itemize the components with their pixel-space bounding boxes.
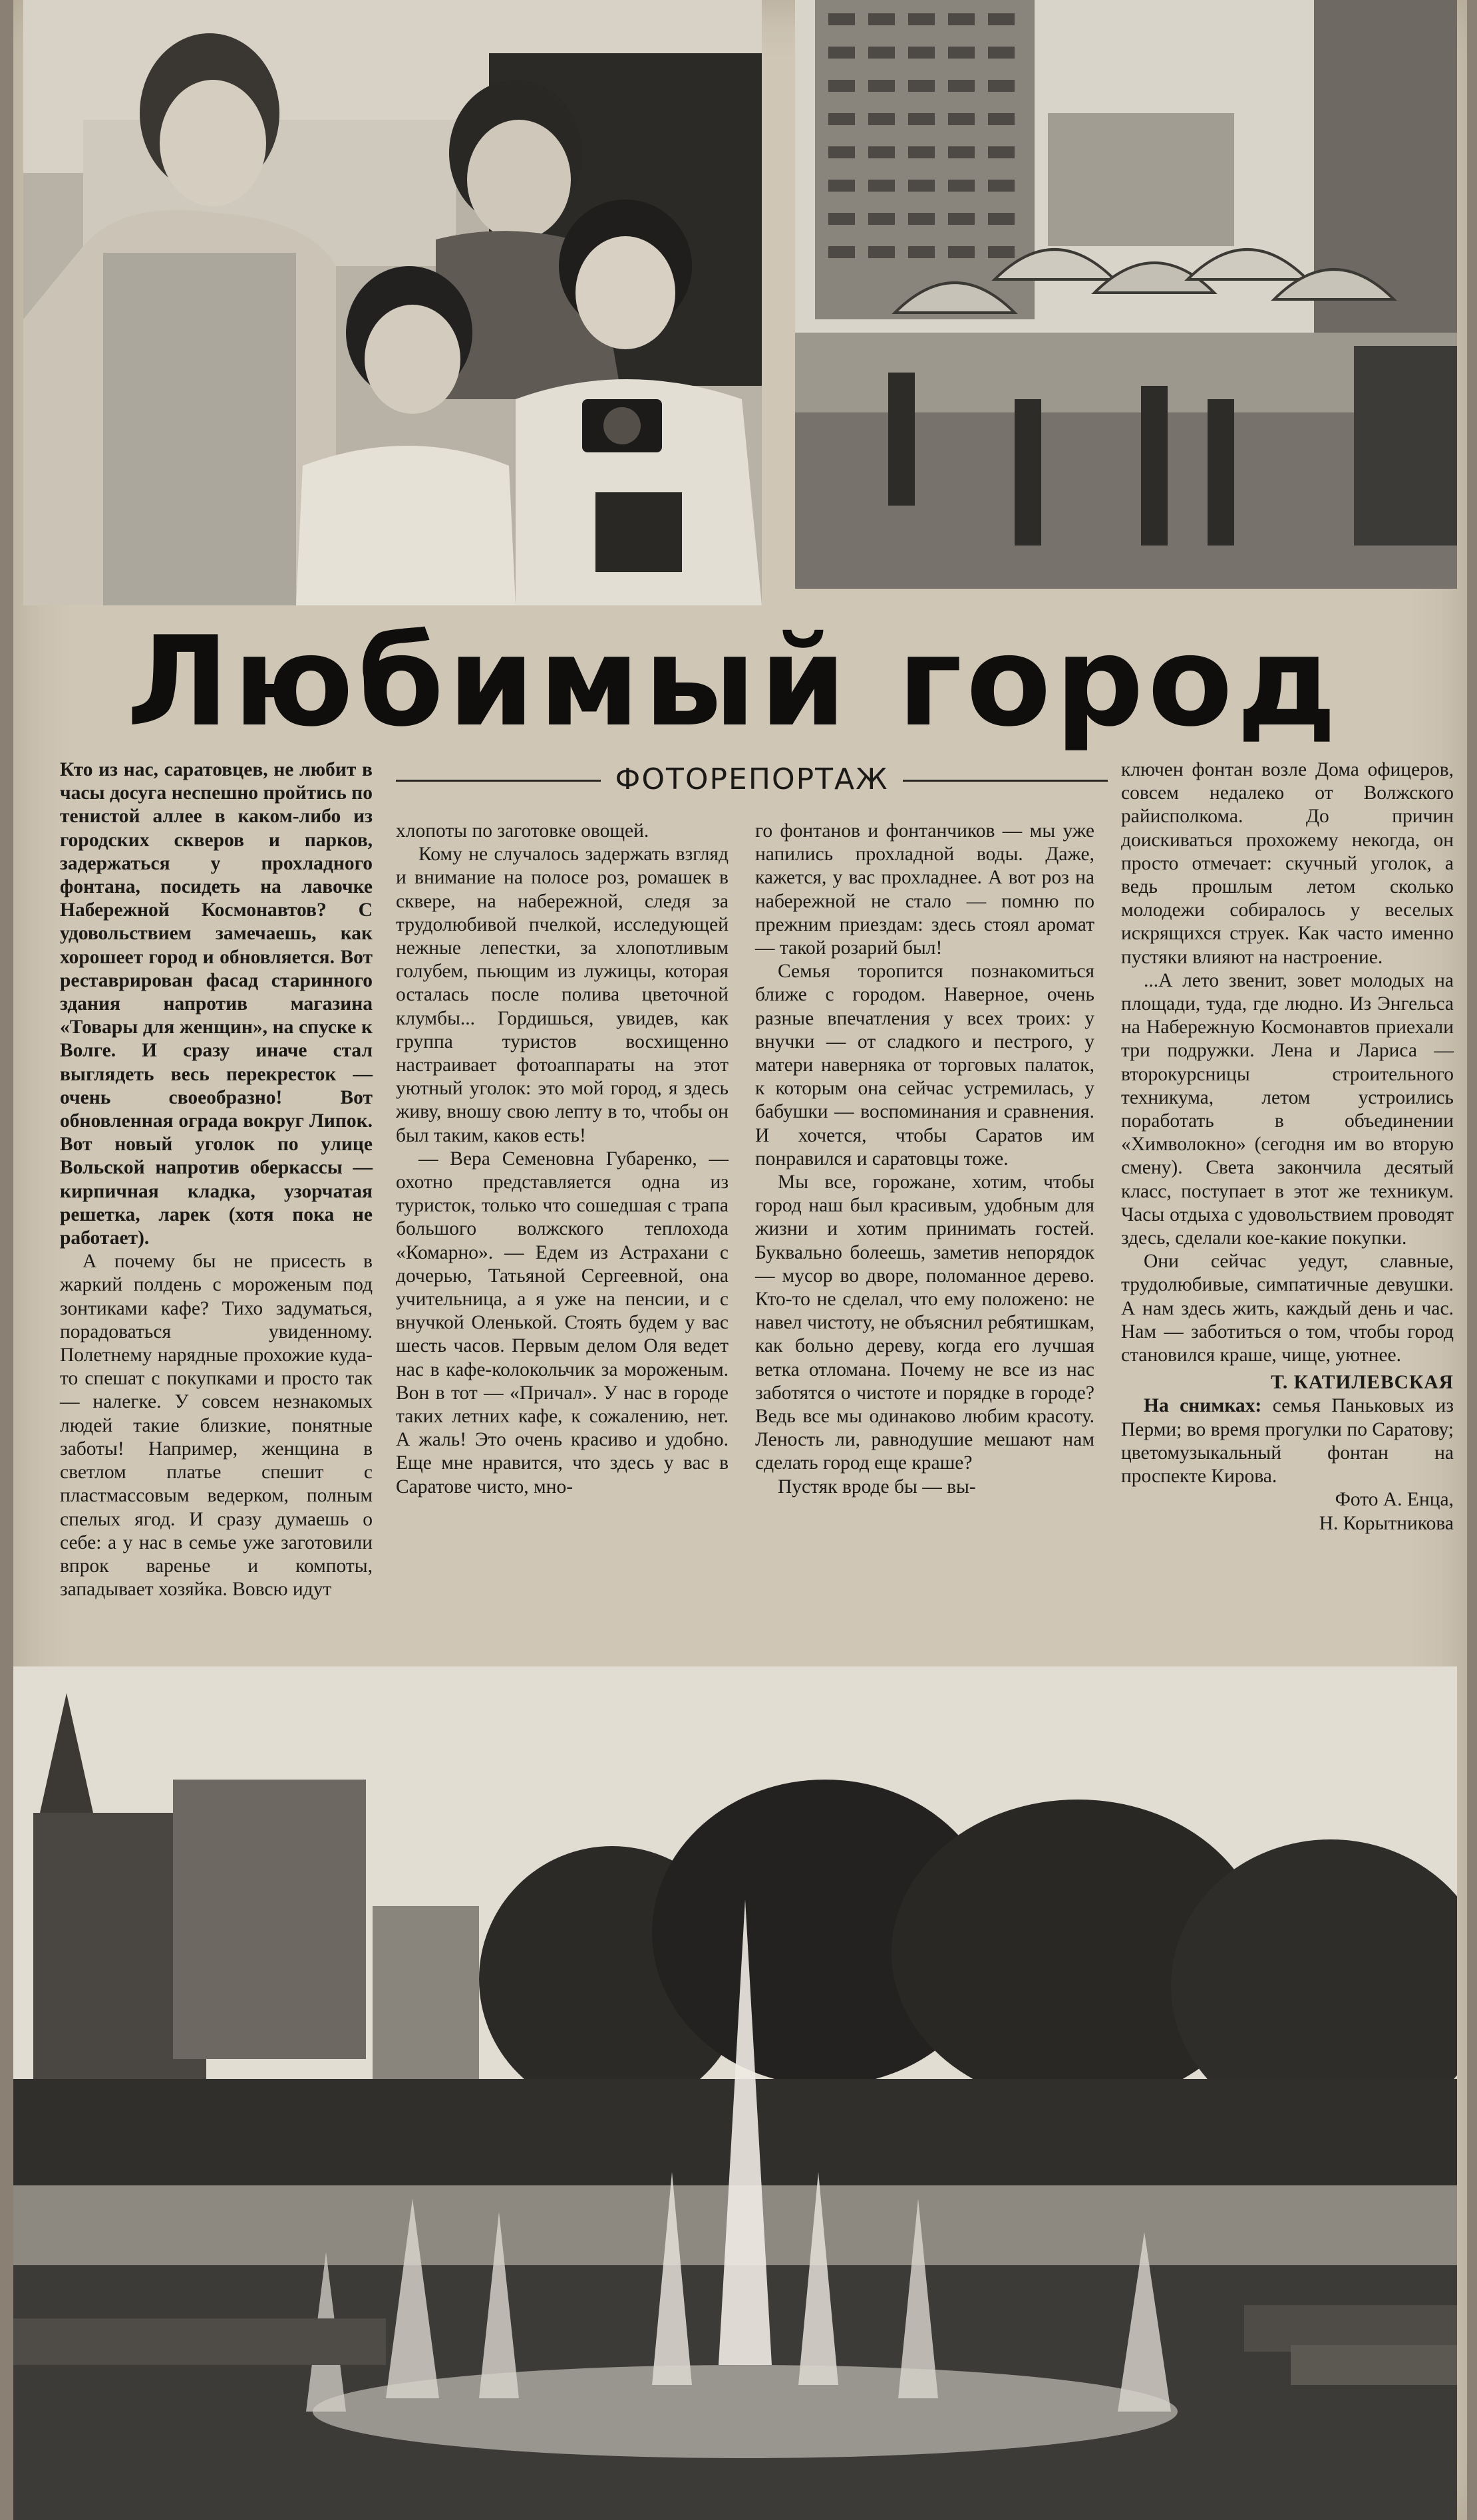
- paragraph: Кому не случалось задержать взгляд и внимание на полосе роз, ромашек в сквере, на набережной, следя за трудолюбивой пчелкой, исследующей нежные лепестки, за хлопотливым голубем, пьющим из лужицы, которая осталась после полива цветочной клумбы... Гордишься, увидев, как группа туристов восхищенно настраивает фотоаппараты на этот уютный уголок: это мой город, я здесь живу, вношу свою лепту в то, чтобы он был таким, каков есть!: [396, 844, 729, 1146]
- lead-paragraph: [60, 758, 373, 1250]
- article-column-1: [60, 758, 373, 1656]
- photo-credit-1: Фото А. Енца,: [1335, 1489, 1454, 1511]
- square-photo: [795, 0, 1457, 589]
- paragraph: Они сейчас уедут, славные, трудолюбивые, симпатичные девушки. А нам здесь жить, каждый день и час. Нам — заботиться о том, чтобы город становился краше, чище, уютнее.: [1121, 1251, 1454, 1366]
- newspaper-page: [13, 0, 1467, 2520]
- paragraph: А почему бы не присесть в жаркий полдень с мороженым под зонтиками кафе? Тихо задуматься, порадоваться увиденному. Полетнему нарядные прохожие куда-то спешат с покупками и просто так — налегке. У совсем незнакомых людей такие близкие, понятные заботы! Например, женщина в светлом платье спешит с пластмассовым ведерком, полным спелых ягод. И сразу думаешь о себе: а у нас в семье уже заготовили впрок варенье и компоты, западывает хозяйка. Вовсю идут: [60, 1251, 373, 1601]
- rubric-label: [396, 760, 1108, 800]
- rubric-text: ФОТОРЕПОРТАЖ: [601, 762, 903, 796]
- caption-label: На снимках:: [1144, 1395, 1262, 1417]
- article-column-4: [1121, 758, 1454, 1663]
- caption-text: семья Паньковых из Перми; во время прогулки по Саратову; цветомузыкальный фонтан на проспекте Кирова.: [1121, 1395, 1454, 1488]
- photo-credit-2: Н. Корытникова: [1319, 1512, 1454, 1534]
- family-photo: [23, 0, 762, 605]
- paragraph: Мы все, горожане, хотим, чтобы город наш был красивым, удобным для жизни и хотим принимать гостей. Буквально болеешь, заметив непорядок — мусор во дворе, поломанное дерево. Кто-то не сделал, что ему положено: не навел чистоту, не объяснил ребятишкам, как больно дереву, когда его лучшая ветка отломана. Почему не все из нас заботятся о чистоте и порядке в городе? Ведь все мы одинаково любим красоту. Леность ли, равнодушие мешают нам сделать город еще краше?: [755, 1172, 1094, 1474]
- paragraph: Пустяк вроде бы — вы-: [778, 1476, 976, 1497]
- paragraph: — Вера Семеновна Губаренко, — охотно представляется одна из туристок, только что сошедшая с трапа большого волжского теплохода «Комарно». — Едем из Астрахани с дочерью, Татьяной Сергеевной, она учительница, а я уже на пенсии, и с внучкой Оленькой. Стоять будем у вас шесть часов. Первым делом Оля ведет нас в кафе-колокольчик за мороженым. Вон в тот — «Причал». У нас в городе таких летних кафе, к сожалению, нет. А жаль! Это очень красиво и удобно. Еще мне нравится, что здесь у вас в Саратове чисто, мно-: [396, 1148, 729, 1497]
- author-signature: Т. КАТИЛЕВСКАЯ: [1271, 1372, 1454, 1394]
- fountain-photo: [13, 1666, 1457, 2520]
- paragraph: Семья торопится познакомиться ближе с городом. Наверное, очень разные впечатления у всех троих: у внучки — от сладкого и пестрого, у матери наверняка от торговых палаток, к которым она сейчас устремилась, у бабушки — воспоминания и сравнения. И хочется, чтобы Саратов им понравился и саратовцы тоже.: [755, 961, 1094, 1170]
- paragraph: го фонтанов и фонтанчиков — мы уже напились прохладной воды. Даже, кажется, у вас прохладнее. А вот роз на набережной не стало — помню по прежним приездам: здесь стоял аромат — такой розарий был!: [755, 820, 1094, 959]
- photo-caption: [1121, 1394, 1454, 1488]
- lead-text: Кто из нас, саратовцев, не любит в часы досуга неспешно пройтись по тенистой аллее в каком-либо из городских скверов и парков, задержаться у прохладного фонтана, посидеть на лавочке Набережной Космонавтов? С удовольствием замечаешь, как хорошеет город и обновляется. Вот реставрирован фасад старинного здания напротив магазина «Товары для женщин», на спуске к Волге. И сразу иначе стал выглядеть весь перекресток — очень своеобразно! Вот обновленная ограда вокруг Липок. Вот новый уголок по улице Вольской напротив оберкассы — кирпичная кладка, узорчатая решетка, ларек (хотя пока не работает).: [60, 759, 373, 1249]
- paragraph: ...А лето звенит, зовет молодых на площади, туда, где людно. Из Энгельса на Набережную Космонавтов приехали три подружки. Лена и Лариса — второкурсницы строительного техникума, летом устроились поработать в объединении «Химволокно» (сегодня им во вторую смену). Света закончила десятый класс, поступает в этот же техникум. Часы отдыха с удовольствием проводят здесь, сделали кое-какие покупки.: [1121, 969, 1454, 1249]
- paragraph: хлопоты по заготовке овощей.: [396, 820, 649, 842]
- article-column-2: [396, 820, 729, 1656]
- headline: Любимый город: [126, 609, 1341, 754]
- paragraph: ключен фонтан возле Дома офицеров, совсем недалеко от Волжского райисполкома. До причин доискиваться прохожему некогда, он просто отмечает: скучный уголок, а ведь прошлым летом сколько молодежи собиралось у веселых искрящихся струек. Как часто именно пустяки влияют на настроение.: [1121, 759, 1454, 968]
- article-column-3: [755, 820, 1094, 1656]
